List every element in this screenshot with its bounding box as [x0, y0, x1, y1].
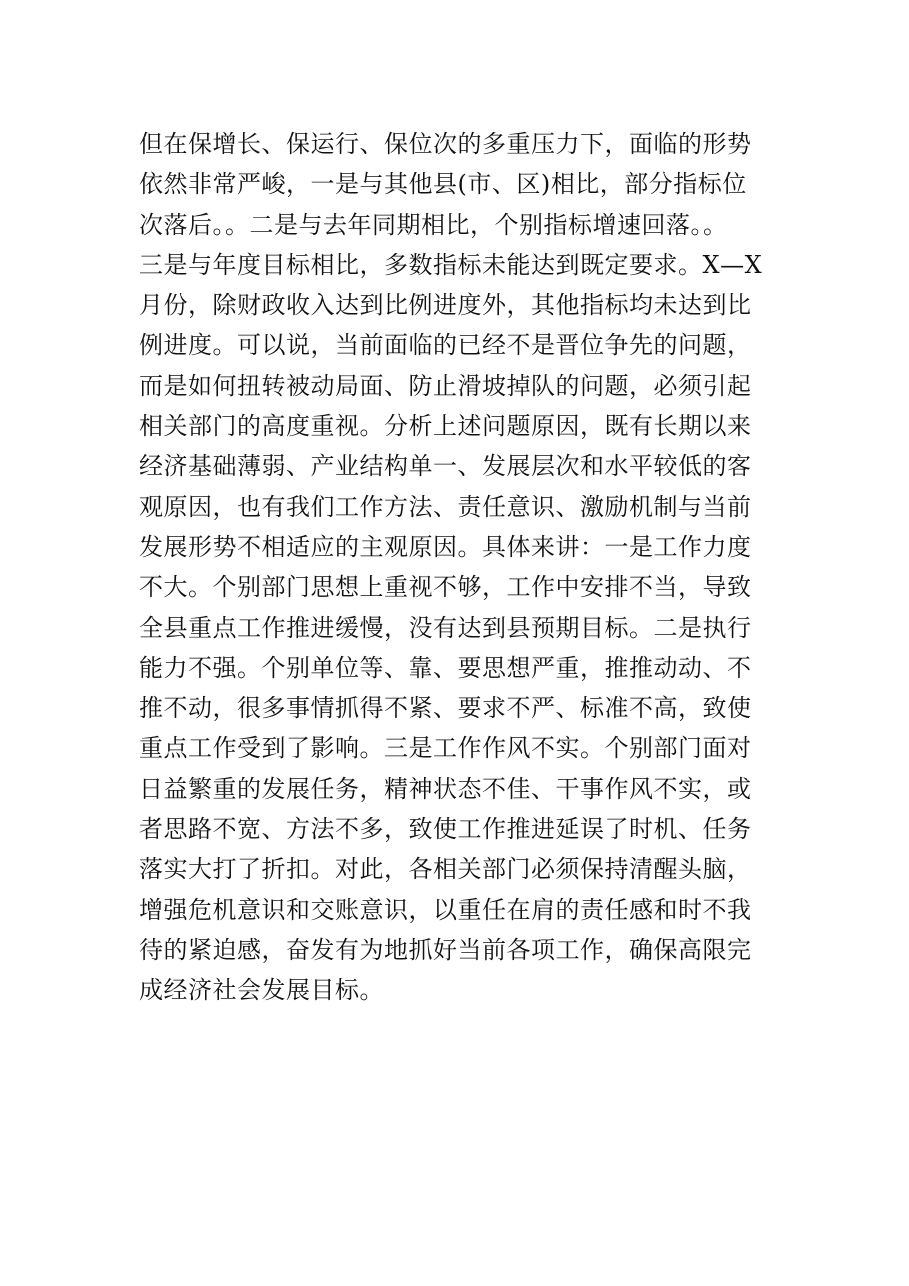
text-line: 推不动，很多事情抓得不紧、要求不严、标准不高，致使 [139, 694, 752, 723]
text-line: 三是与年度目标相比，多数指标未能达到既定要求。X—X [139, 250, 763, 279]
text-line: 增强危机意识和交账意识，以重任在肩的责任感和时不我 [139, 895, 752, 924]
text-line: 成经济社会发展目标。 [139, 976, 384, 1005]
text-line: 发展形势不相适应的主观原因。具体来讲：一是工作力度 [139, 532, 752, 561]
text-line: 观原因，也有我们工作方法、责任意识、激励机制与当前 [139, 492, 752, 521]
text-line: 而是如何扭转被动局面、防止滑坡掉队的问题，必须引起 [139, 371, 752, 400]
text-line: 相关部门的高度重视。分析上述问题原因，既有长期以来 [139, 412, 752, 441]
text-line: 依然非常严峻，一是与其他县(市、区)相比，部分指标位 [139, 170, 747, 199]
text-line: 者思路不宽、方法不多，致使工作推进延误了时机、任务 [139, 815, 752, 844]
text-line: 月份，除财政收入达到比例进度外，其他指标均未达到比 [139, 291, 752, 320]
text-line: 能力不强。个别单位等、靠、要思想严重，推推动动、不 [139, 653, 752, 682]
text-line: 不大。个别部门思想上重视不够，工作中安排不当，导致 [139, 573, 752, 602]
text-line: 例进度。可以说，当前面临的已经不是晋位争先的问题， [139, 331, 752, 360]
text-line: 待的紧迫感，奋发有为地抓好当前各项工作，确保高限完 [139, 935, 752, 964]
text-line: 重点工作受到了影响。三是工作作风不实。个别部门面对 [139, 734, 752, 763]
body-paragraph [139, 124, 779, 1011]
text-line: 次落后。。二是与去年同期相比，个别指标增速回落。。 [139, 210, 728, 239]
text-line: 日益繁重的发展任务，精神状态不佳、干事作风不实，或 [139, 774, 752, 803]
text-line: 全县重点工作推进缓慢，没有达到县预期目标。二是执行 [139, 613, 752, 642]
text-line: 经济基础薄弱、产业结构单一、发展层次和水平较低的客 [139, 452, 752, 481]
text-line: 落实大打了折扣。对此，各相关部门必须保持清醒头脑， [139, 855, 752, 884]
text-line: 但在保增长、保运行、保位次的多重压力下，面临的形势 [139, 130, 752, 158]
